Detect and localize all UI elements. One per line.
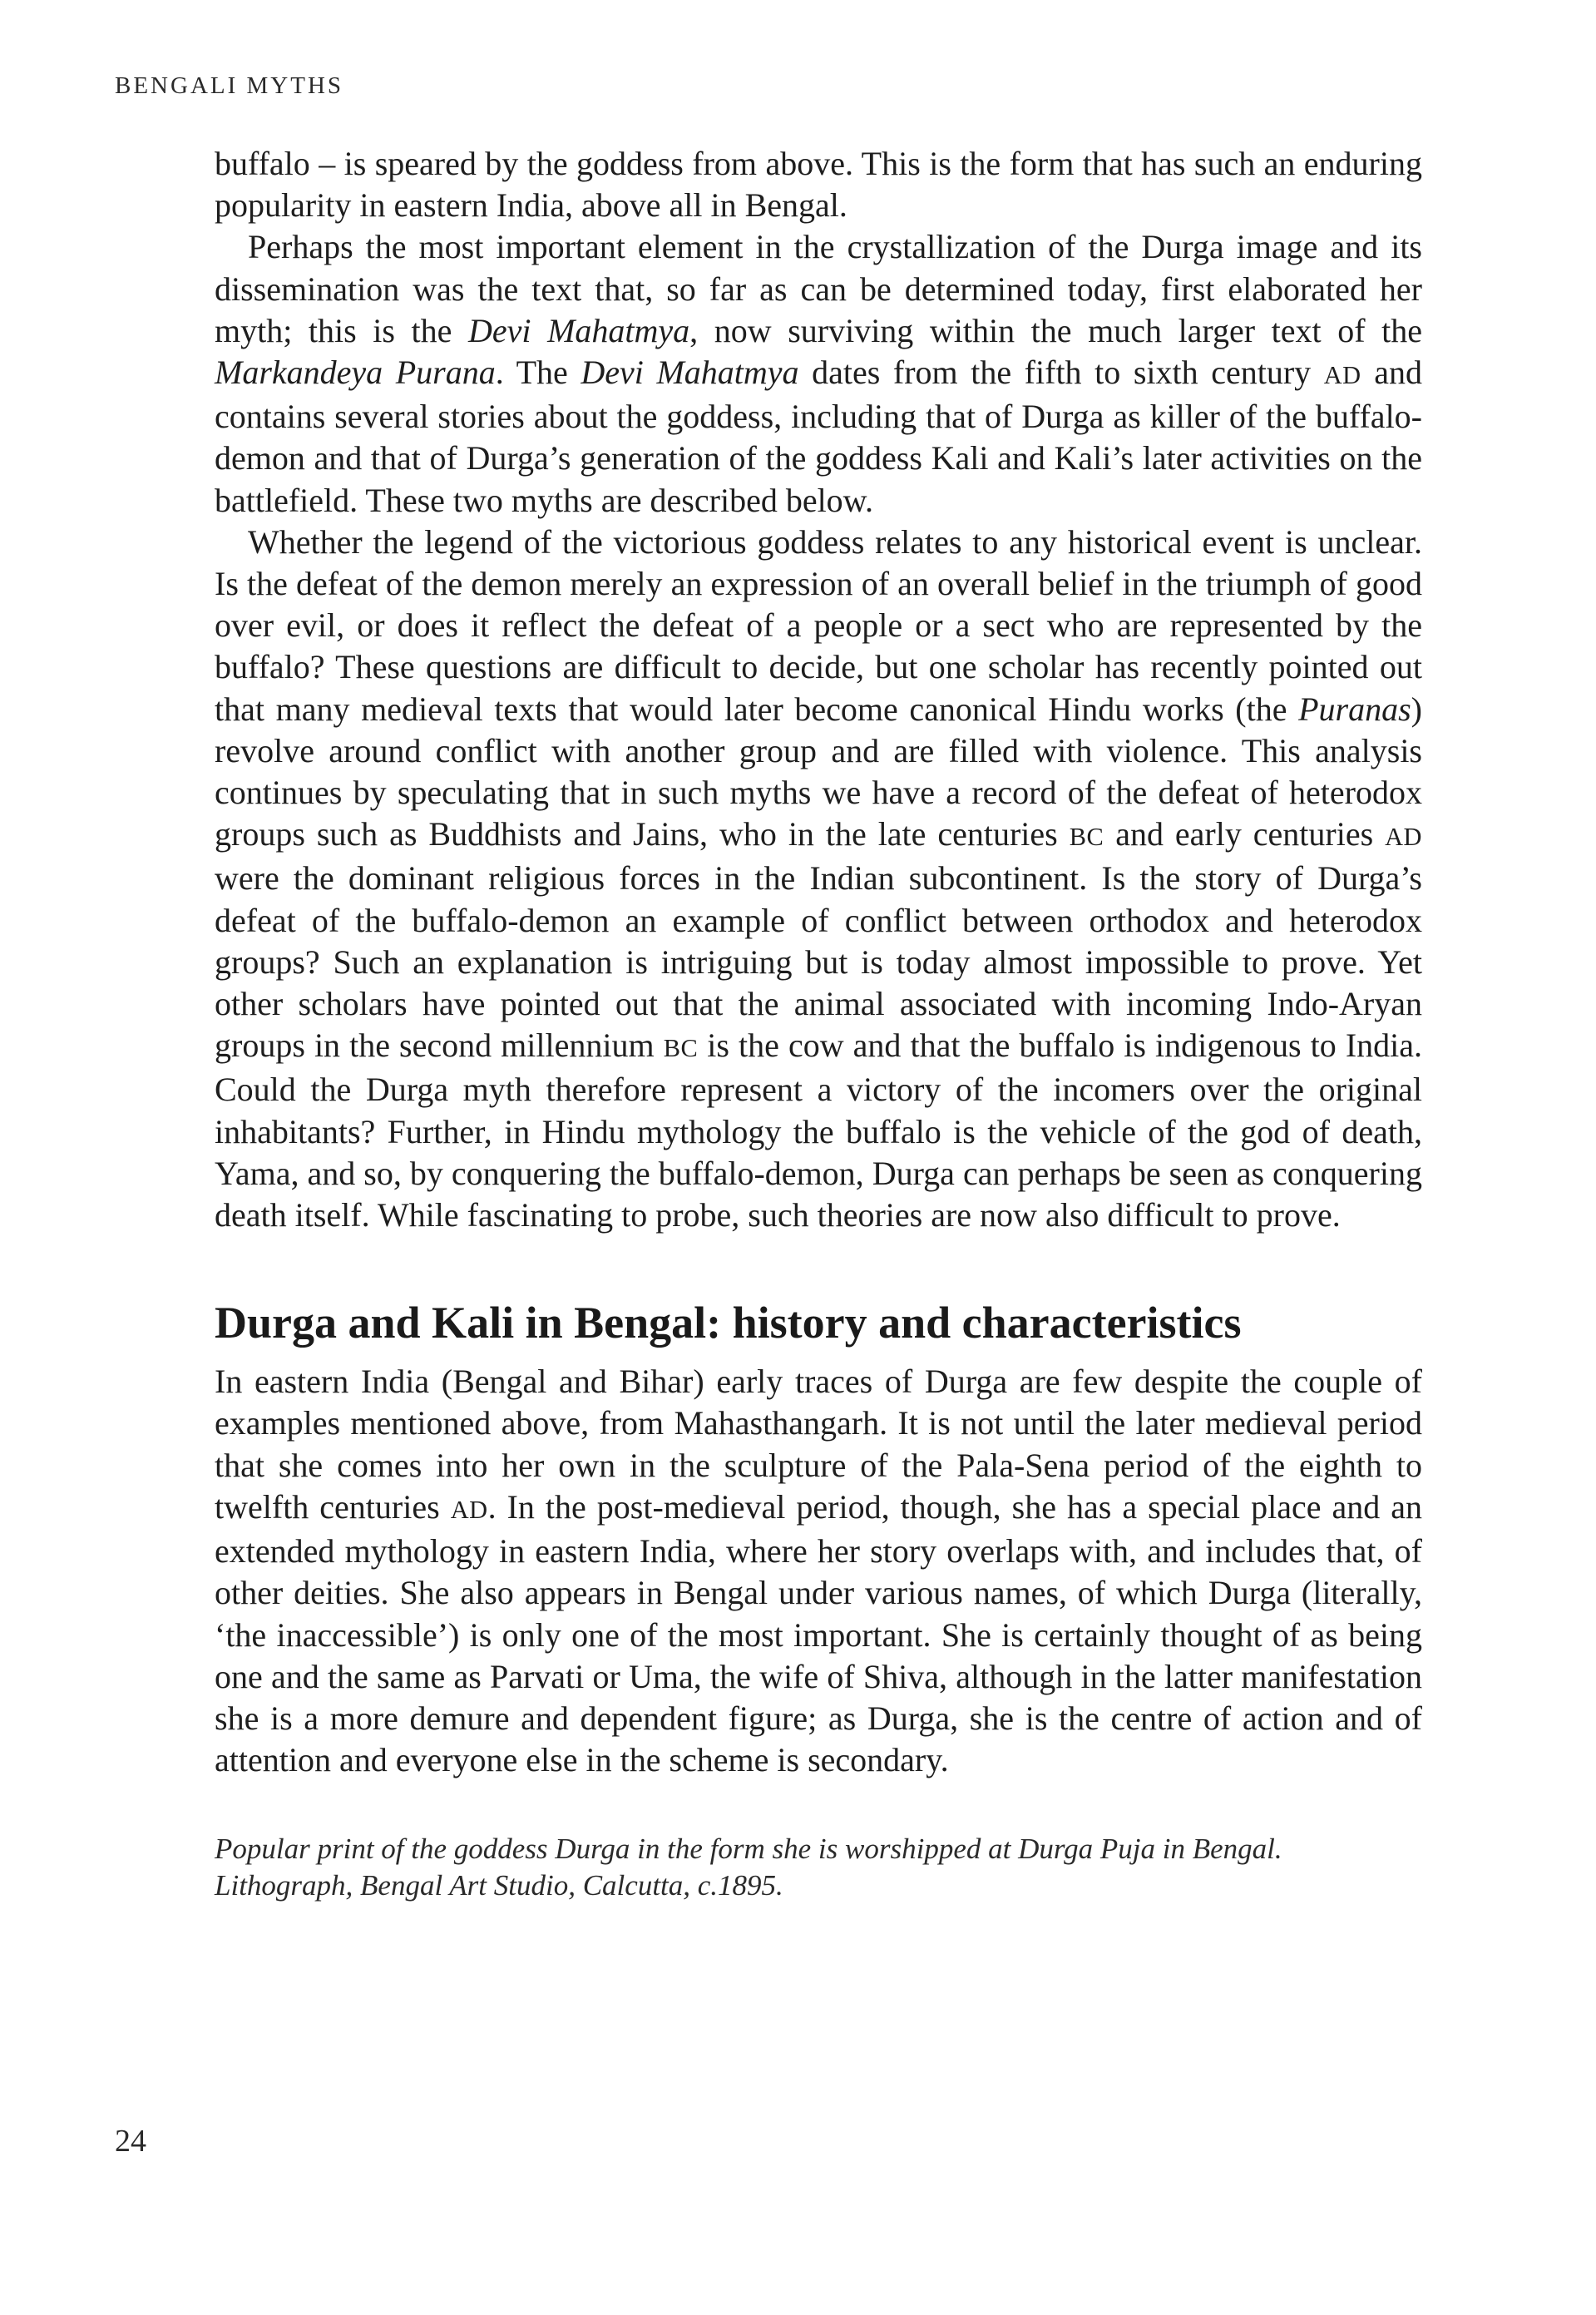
paragraph-1: buffalo – is speared by the goddess from above. This is the form that has such an enduring popularity in eastern India, above all in Bengal. [215, 145, 1422, 225]
figure-caption: Popular print of the goddess Durga in the form she is worshipped at Durga Puja in Bengal. Lithograph, Bengal Art Studio, Calcutta, c.1895. [215, 1833, 1282, 1902]
title-devi-mahatmya: Devi Mahatmya [467, 311, 690, 349]
text-column [215, 143, 1422, 1904]
title-puranas: Puranas [1298, 690, 1411, 728]
title-markandeya-purana: Markandeya Purana [215, 354, 496, 392]
page-number: 24 [115, 2124, 146, 2159]
section-heading: Durga and Kali in Bengal: history and characteristics [215, 1298, 1242, 1348]
running-head: BENGALI MYTHS [115, 72, 344, 99]
paragraph-2: Perhaps the most important element in the crystallization of the Durga image and its dissemination was the text that, so far as can be determined today, first elaborated her myth; this is the Devi Mahatmya, now surviving within the much larger text of the Markandeya Purana. The Devi Mahatmya dates from the fifth to sixth century AD and contains several stories about the goddess, including that of Durga as killer of the buffalo-demon and that of Durga’s generation of the goddess Kali and Kali’s later activities on the battlefield. These two myths are described below. [215, 228, 1422, 519]
title-devi-mahatmya: Devi Mahatmya [581, 354, 799, 392]
paragraph-4: In eastern India (Bengal and Bihar) early traces of Durga are few despite the couple of examples mentioned above, from Mahasthangarh. It is not until the later medieval period that she comes into her own in the sculpture of the Pala-Sena period of the eighth to twelfth centuries AD. In the post-medieval period, though, she has a special place and an extended mythology in eastern India, where her story overlaps with, and includes that, of other deities. She also appears in Bengal under various names, of which Durga (literally, ‘the inaccessible’) is only one of the most important. She is certainly thought of as being one and the same as Parvati or Uma, the wife of Shiva, although in the latter manifestation she is a more demure and dependent figure; as Durga, she is the centre of action and of attention and everyone else in the scheme is secondary. [215, 1363, 1423, 1779]
paragraph-3: Whether the legend of the victorious goddess relates to any historical event is unclear. Is the defeat of the demon merely an expression of an overall belief in the triumph of good over evil, or does it reflect the defeat of a people or a sect who are represented by the buffalo? These questions are difficult to decide, but one scholar has recently pointed out that many medieval texts that would later become canonical Hindu works (the Puranas) revolve around conflict with another group and are filled with violence. This analysis continues by speculating that in such myths we have a record of the defeat of heterodox groups such as Buddhists and Jains, who in the late centuries BC and early centuries AD were the dominant religious forces in the Indian subcontinent. Is the story of Durga’s defeat of the buffalo-demon an example of conflict between orthodox and heterodox groups? Such an explanation is intriguing but is today almost impossible to prove. Yet other scholars have pointed out that the animal associated with incoming Indo-Aryan groups in the second millennium BC is the cow and that the buffalo is indigenous to India. Could the Durga myth therefore represent a victory of the incomers over the original inhabitants? Further, in Hindu mythology the buffalo is the vehicle of the god of death, Yama, and so, by conquering the buffalo-demon, Durga can perhaps be seen as conquering death itself. While fascinating to probe, such theories are now also difficult to prove. [215, 522, 1423, 1234]
